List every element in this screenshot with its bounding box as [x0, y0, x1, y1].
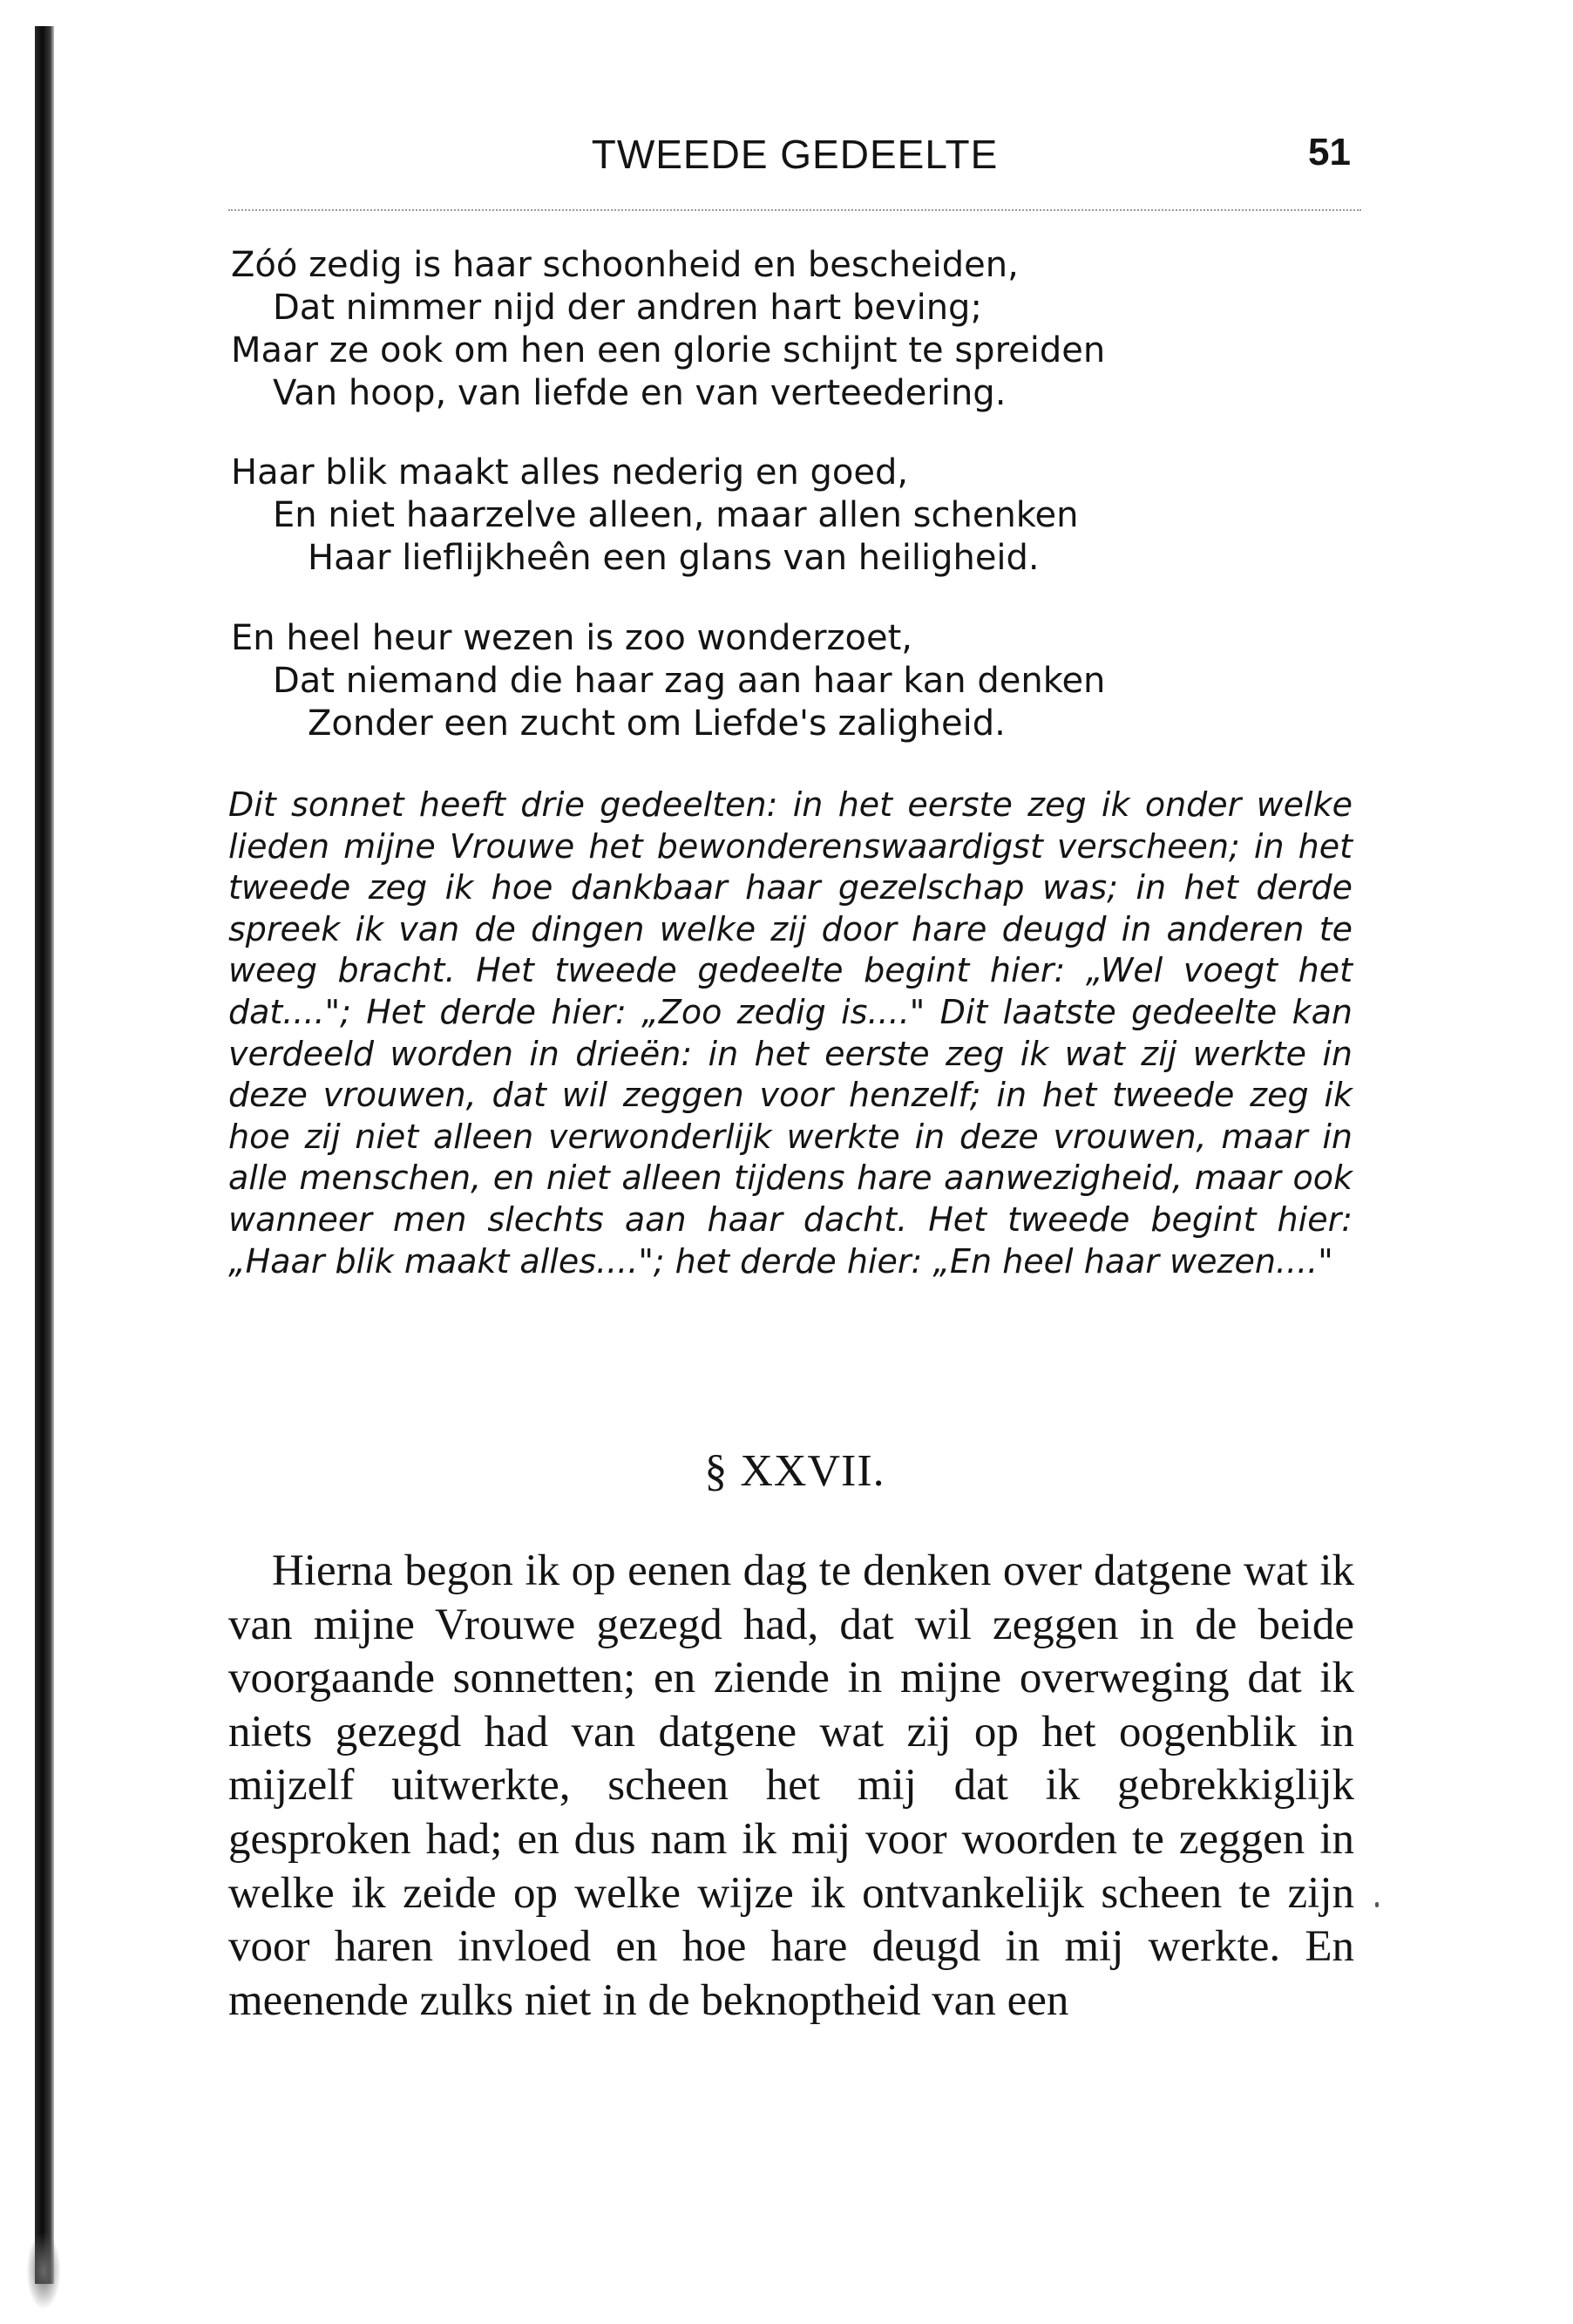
- stanza-1: [231, 244, 1364, 415]
- sonnet-commentary: Dit sonnet heeft drie gedeelten: in het eerste zeg ik onder welke lieden mijne Vrouwe het bewonderenswaardigst verscheen; in het tweede zeg ik hoe dankbaar haar gezelschap was; in het derde spreek ik van de dingen welke zij door hare deugd in anderen te weeg bracht. Het tweede gedeelte begint hier: „Wel voegt het dat...."; Het derde hier: „Zoo zedig is...." Dit laatste gedeelte kan verdeeld worden in drieën: in het eerste zeg ik wat zij werkte in deze vrouwen, dat wil zeggen voor henzelf; in het tweede zeg ik hoe zij niet alleen verwonderlijk werkte in deze vrouwen, maar in alle menschen, en niet alleen tijdens hare aanwezigheid, maar ook wanneer men slechts aan haar dacht. Het tweede begint hier: „Haar blik maakt alles...."; het derde hier: „En heel haar wezen....": [228, 785, 1353, 1281]
- section-body: [228, 1545, 1354, 2028]
- page-header: [228, 131, 1361, 192]
- page-number: 51: [1308, 131, 1351, 173]
- verse-line: En niet haarzelve alleen, maar allen schenken: [273, 495, 1079, 535]
- print-speck: [1375, 1902, 1379, 1907]
- book-spine-shadow: [35, 26, 54, 2284]
- verse-line: Dat niemand die haar zag aan haar kan denken: [273, 661, 1106, 701]
- verse-line: Zonder een zucht om Liefde's zaligheid.: [308, 703, 1006, 744]
- verse-line: Zóó zedig is haar schoonheid en bescheiden,: [231, 245, 1019, 285]
- stanza-2: [231, 452, 1364, 580]
- verse-line: Van hoop, van liefde en van verteedering.: [273, 373, 1007, 413]
- body-paragraph: Hierna begon ik op eenen dag te denken over datgene wat ik van mijne Vrouwe gezegd had, dat wil zeggen in de beide voorgaande sonnetten; en ziende in mijne overweging dat ik niets gezegd had van datgene wat zij op het oogenblik in mijzelf uitwerkte, scheen het mij dat ik gebrekkiglijk gesproken had; en dus nam ik mij voor woorden te zeggen in welke ik zeide op welke wijze ik ontvankelijk scheen te zijn voor haren invloed en hoe hare deugd in mij werkte. En meenende zulks niet in de beknoptheid van een: [228, 1546, 1354, 2025]
- section-heading: § XXVII.: [704, 1446, 885, 1496]
- spine-binding-mark: [26, 2232, 61, 2310]
- verse-line: Dat nimmer nijd der andren hart beving;: [273, 288, 982, 328]
- header-rule: [228, 209, 1361, 211]
- verse-line: En heel heur wezen is zoo wonderzoet,: [231, 618, 912, 658]
- stanza-3: [231, 617, 1364, 745]
- verse-line: Maar ze ook om hen een glorie schijnt te spreiden: [231, 330, 1106, 370]
- running-head: TWEEDE GEDEELTE: [591, 132, 999, 177]
- verse-line: Haar blik maakt alles nederig en goed,: [231, 452, 909, 493]
- verse-line: Haar lieflijkheên een glans van heiligheid.: [308, 538, 1040, 578]
